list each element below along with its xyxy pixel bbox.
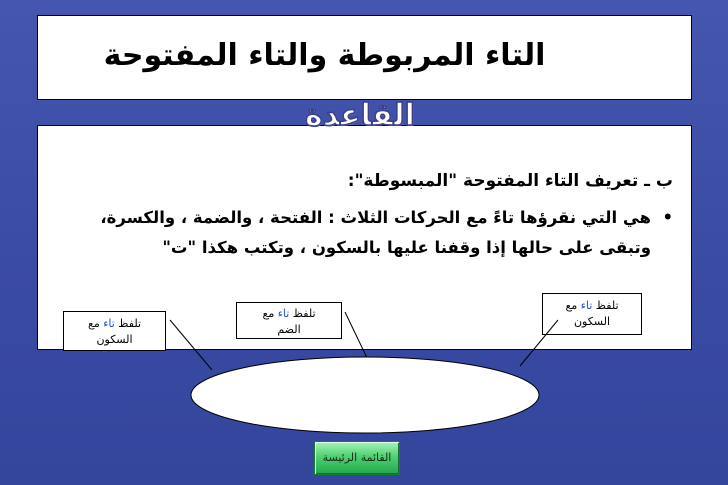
callout-text: تلفظ (114, 317, 142, 330)
callout-text: مع (565, 299, 581, 312)
callout-line-1 (64, 316, 165, 332)
bullet-line-2: وتبقى على حالها إذا وقفنا عليها بالسكون ، وتكتب هكذا "ت" (162, 238, 651, 257)
callout-line-1 (543, 298, 641, 314)
callout-accent: تاء (277, 307, 290, 320)
callout-line-2: السكون (96, 333, 133, 346)
main-menu-button[interactable] (314, 441, 400, 475)
callout-text: تلفظ (592, 299, 619, 312)
callout-sukun-right[interactable] (542, 293, 642, 335)
callout-line-1 (237, 306, 341, 322)
callout-text: مع (262, 307, 278, 320)
bullet-line-1: هي التي نقرؤها تاءً مع الحركات الثلاث : الفتحة ، والضمة ، والكسرة، (100, 208, 651, 227)
callout-text: تلفظ (289, 307, 316, 320)
definition-heading: ب ـ تعريف التاء المفتوحة "المبسوطة": (347, 171, 673, 191)
rule-heading: القاعدة (305, 98, 415, 133)
callout-damma[interactable] (236, 302, 342, 339)
callout-line-2: السكون (573, 315, 611, 328)
callout-accent: تاء (103, 317, 115, 330)
callout-text: مع (87, 317, 104, 330)
callout-accent: تاء (580, 299, 593, 312)
slide-title: التاء المربوطة والتاء المفتوحة (103, 38, 546, 73)
bullet-marker: • (662, 208, 673, 227)
callout-sukun-left[interactable] (63, 311, 166, 351)
main-menu-button-label: القائمة الرئيسة (322, 451, 392, 464)
definition-bullet (53, 203, 673, 263)
bullet-text (53, 203, 651, 263)
title-box (37, 15, 692, 100)
callout-line-2: الضم (277, 323, 301, 336)
